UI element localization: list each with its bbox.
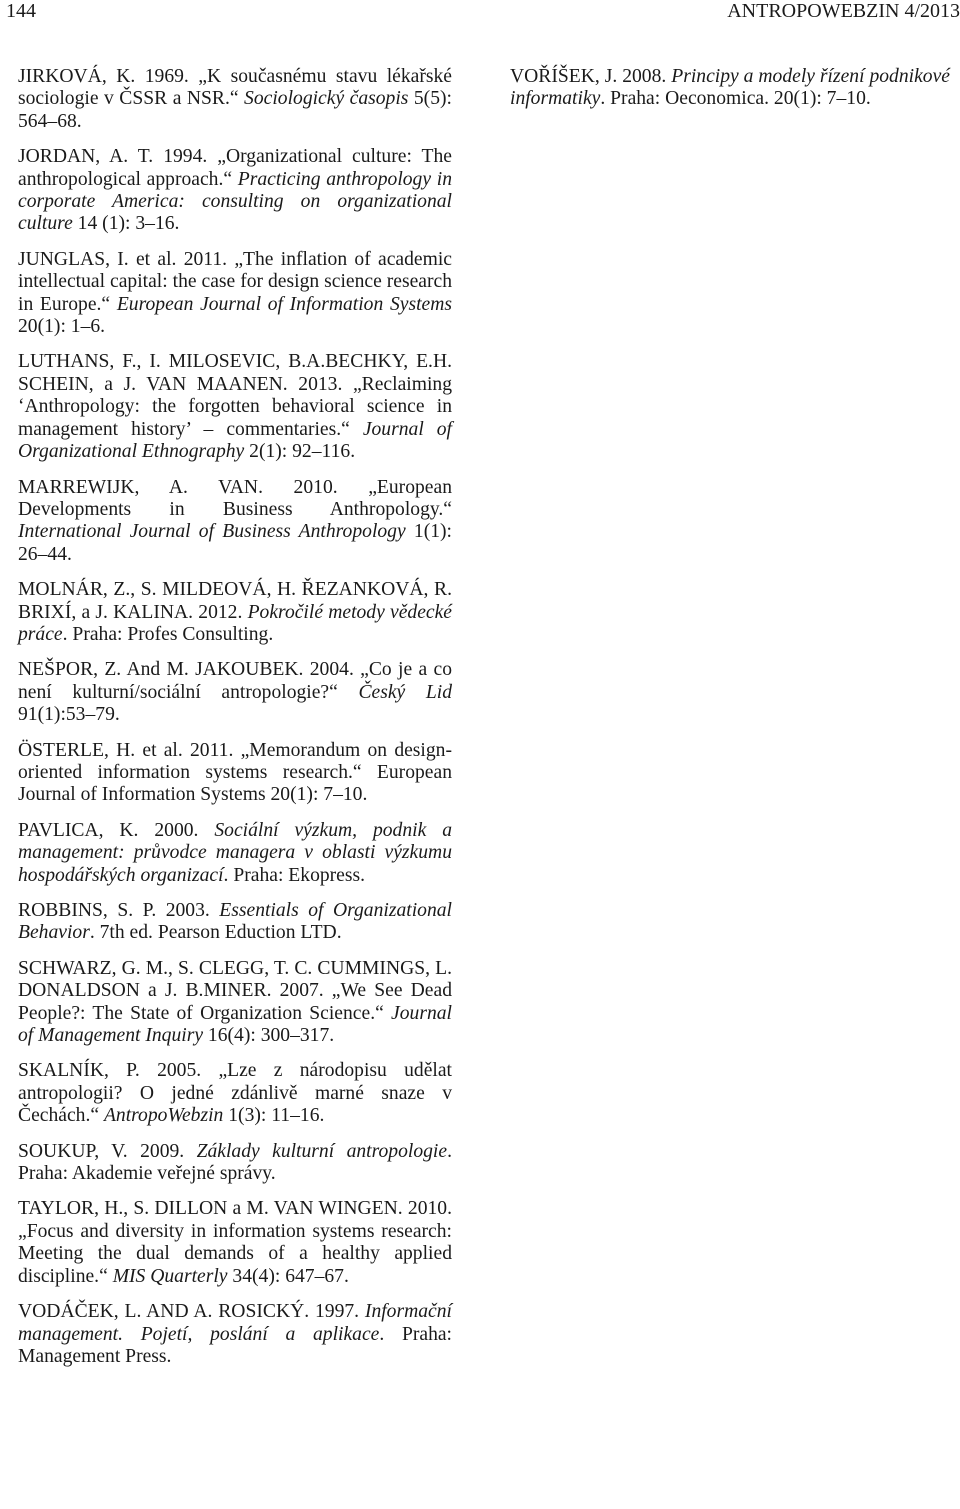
reference-text: . Praha: Oeconomica. 20(1): 7–10.	[600, 88, 871, 110]
reference-text: 91(1):53–79.	[18, 704, 120, 726]
reference-entry	[18, 659, 452, 726]
reference-text: 1(3): 11–16.	[223, 1105, 325, 1127]
reference-title-italic: Principy a modely řízení podnikové informatiky	[510, 66, 950, 110]
reference-text: 34(4): 647–67.	[227, 1265, 349, 1287]
reference-title-italic: Practicing anthropology in corporate America: consulting on organizational culture	[18, 168, 452, 235]
reference-entry	[18, 1198, 452, 1288]
reference-text: ÖSTERLE, H. et al. 2011. „Memorandum on design-oriented information systems research.“ European Journal of Information Systems 20(1): 7–10.	[18, 739, 452, 806]
reference-text: TAYLOR, H., S. DILLON a M. VAN WINGEN. 2010. „Focus and diversity in information systems research: Meeting the dual demands of a healthy applied discipline.“	[18, 1198, 452, 1287]
reference-title-italic: Informační management. Pojetí, poslání a aplikace	[18, 1301, 452, 1345]
reference-title-italic: International Journal of Business Anthropology	[18, 521, 406, 543]
reference-text: . Praha: Management Press.	[18, 1323, 453, 1367]
reference-text: SOUKUP, V. 2009.	[18, 1140, 197, 1162]
reference-text: MOLNÁR, Z., S. MILDEOVÁ, H. ŘEZANKOVÁ, R. BRIXÍ, a J. KALINA. 2012.	[18, 579, 452, 623]
page-number: 144	[6, 0, 36, 22]
reference-text: . Praha: Akademie veřejné správy.	[18, 1140, 452, 1185]
reference-entry	[18, 146, 452, 236]
references-column-right	[510, 66, 950, 124]
reference-text: JORDAN, A. T. 1994. „Organizational culture: The anthropological approach.“	[18, 146, 452, 190]
reference-text: 2(1): 92–116.	[244, 441, 356, 463]
reference-text: 1(1): 26–44.	[18, 521, 452, 565]
reference-entry	[18, 958, 452, 1048]
reference-text: MARREWIJK, A. VAN. 2010. „European Developments in Business Anthropology.“	[18, 476, 452, 520]
reference-text: 5(5): 564–68.	[18, 88, 452, 132]
reference-text: NEŠPOR, Z. And M. JAKOUBEK. 2004. „Co je a co není kulturní/sociální antropologie?“	[18, 659, 452, 703]
reference-entry	[18, 820, 452, 887]
reference-text: VOŘÍŠEK, J. 2008.	[510, 66, 672, 87]
reference-text: PAVLICA, K. 2000.	[18, 819, 215, 841]
reference-entry	[18, 1060, 452, 1127]
reference-text: . Praha: Ekopress.	[223, 864, 366, 886]
reference-entry	[18, 740, 452, 807]
reference-title-italic: Essentials of Organizational Behavior	[18, 900, 452, 944]
references-column-left	[18, 66, 452, 1381]
reference-title-italic: Základy kulturní antropologie	[196, 1140, 448, 1162]
reference-text: VODÁČEK, L. AND A. ROSICKÝ. 1997.	[18, 1301, 365, 1323]
reference-title-italic: European Journal of Information Systems	[116, 293, 452, 315]
reference-text: SCHWARZ, G. M., S. CLEGG, T. C. CUMMINGS, L. DONALDSON a J. B.MINER. 2007. „We See Dead People?: The State of Organization Science.“	[18, 957, 452, 1024]
reference-text: 16(4): 300–317.	[203, 1025, 335, 1047]
journal-title: ANTROPOWEBZIN 4/2013	[727, 0, 960, 22]
reference-text: SKALNÍK, P. 2005. „Lze z národopisu udělat antropologii? O jedné zdánlivě marné snaze v Čechách.“	[18, 1060, 452, 1127]
reference-text: . 7th ed. Pearson Eduction LTD.	[89, 922, 342, 944]
reference-title-italic: AntropoWebzin	[103, 1105, 224, 1127]
reference-text: 14 (1): 3–16.	[72, 213, 180, 235]
reference-entry	[18, 477, 452, 567]
reference-entry	[18, 351, 452, 463]
reference-title-italic: Journal of Management Inquiry	[18, 1002, 452, 1047]
reference-title-italic: Pokročilé metody vědecké práce	[18, 601, 452, 645]
reference-entry	[18, 579, 452, 646]
reference-text: 20(1): 1–6.	[18, 316, 106, 338]
reference-entry	[18, 66, 452, 133]
reference-title-italic: Český Lid	[358, 681, 452, 703]
reference-text: ROBBINS, S. P. 2003.	[18, 900, 220, 921]
reference-title-italic: Journal of Organizational Ethnography	[18, 418, 452, 463]
reference-entry	[18, 1301, 452, 1368]
reference-text: JUNGLAS, I. et al. 2011. „The inflation of academic intellectual capital: the case for design science research in Europe.“	[18, 248, 452, 315]
reference-text: JIRKOVÁ, K. 1969. „K současnému stavu lékařské sociologie v ČSSR a NSR.“	[18, 66, 452, 110]
reference-entry	[510, 66, 950, 111]
reference-title-italic: Sociální výzkum, podnik a management: průvodce managera v oblasti výzkumu hospodářských organizací	[18, 819, 452, 886]
reference-title-italic: MIS Quarterly	[112, 1265, 228, 1287]
reference-entry	[18, 249, 452, 339]
reference-text: . Praha: Profes Consulting.	[62, 623, 274, 645]
reference-title-italic: Sociologický časopis	[244, 88, 409, 110]
reference-entry	[18, 900, 452, 945]
reference-entry	[18, 1141, 452, 1186]
reference-text: LUTHANS, F., I. MILOSEVIC, B.A.BECHKY, E.H. SCHEIN, a J. VAN MAANEN. 2013. „Reclaiming ‘Anthropology: the forgotten behavioral science in management history’ – commentaries.“	[18, 351, 452, 440]
page-header	[0, 0, 960, 24]
